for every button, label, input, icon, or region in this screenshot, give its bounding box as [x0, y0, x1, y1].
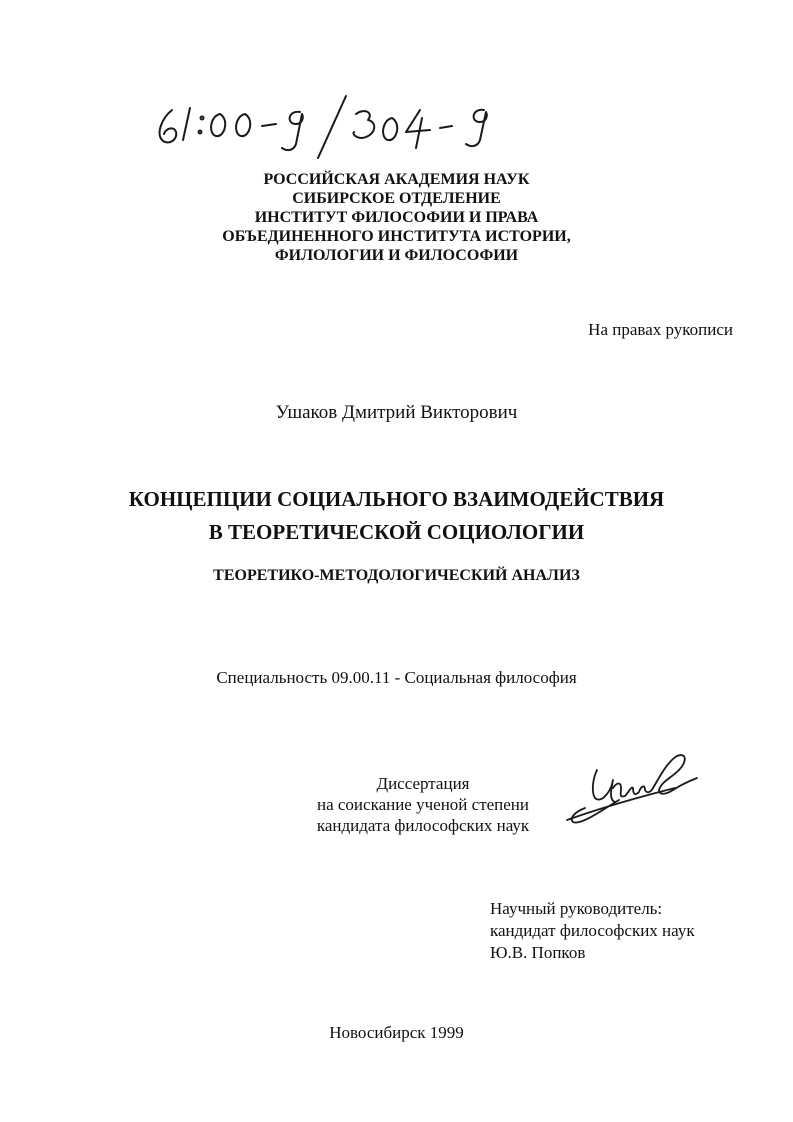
- institution-line: РОССИЙСКАЯ АКАДЕМИЯ НАУК: [263, 171, 530, 188]
- handwritten-archive-code: [150, 88, 530, 168]
- handwritten-code-drawing: [150, 88, 530, 168]
- institution-block: [0, 170, 793, 265]
- dissertation-subtitle: ТЕОРЕТИКО-МЕТОДОЛОГИЧЕСКИЙ АНАЛИЗ: [213, 567, 580, 584]
- institution-line: ИНСТИТУТ ФИЛОСОФИИ И ПРАВА: [254, 209, 539, 226]
- institution-line: ФИЛОЛОГИИ И ФИЛОСОФИИ: [274, 247, 519, 264]
- specialty: Специальность 09.00.11 - Социальная философия: [216, 668, 577, 687]
- supervisor-line: кандидат философских наук: [490, 921, 695, 940]
- supervisor-line: Ю.В. Попков: [490, 943, 586, 962]
- institution-line: ОБЪЕДИНЕННОГО ИНСТИТУТА ИСТОРИИ,: [222, 228, 571, 245]
- degree-block: [290, 773, 556, 836]
- signature-drawing: [555, 748, 710, 833]
- author-name: Ушаков Дмитрий Викторович: [275, 402, 518, 423]
- degree-line: Диссертация: [376, 774, 470, 793]
- degree-line: на соискание ученой степени: [316, 795, 530, 814]
- city-year: Новосибирск 1999: [329, 1023, 464, 1042]
- institution-line: СИБИРСКОЕ ОТДЕЛЕНИЕ: [292, 190, 501, 207]
- author-signature: [555, 748, 710, 833]
- supervisor-block: [490, 898, 695, 964]
- title-line-1: КОНЦЕПЦИИ СОЦИАЛЬНОГО ВЗАИМОДЕЙСТВИЯ: [128, 487, 665, 511]
- rights-notice: На правах рукописи: [588, 320, 733, 339]
- dissertation-title: [0, 483, 793, 549]
- degree-line: кандидата философских наук: [316, 816, 530, 835]
- title-line-2: В ТЕОРЕТИЧЕСКОЙ СОЦИОЛОГИИ: [208, 520, 585, 544]
- supervisor-line: Научный руководитель:: [490, 899, 663, 918]
